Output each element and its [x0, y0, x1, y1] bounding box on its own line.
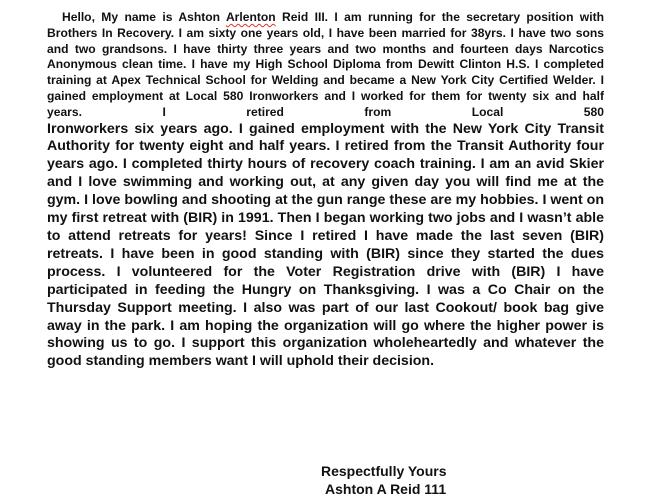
closing-line: Respectfully Yours [321, 463, 447, 479]
intro-before-name: Hello, My name is Ashton [62, 10, 226, 24]
intro-after-name: Reid III. I am running for the secretary position with Brothers In Recovery. I am sixty one years old, I have been married for 38yrs. I have two sons and two grandsons. I have thirty three years and two months and fourteen days Narcotics Anonymous clean time. I have my High School Diploma from Dewitt Clinton H.S. I completed training at Apex Technical School for Welding and became a New York City Certified Welder. I gained employment at Local 580 Ironworkers and I worked for them for twenty six and half years. I retired from Local 580 [47, 10, 604, 119]
signoff-block [321, 462, 447, 498]
letter-body [47, 10, 604, 371]
letter-intro-text [47, 10, 604, 121]
misspelled-name: Arlenton [225, 10, 276, 24]
signature-name: Ashton A Reid 111 [325, 481, 447, 497]
letter-main-text: Ironworkers six years ago. I gained employment with the New York City Transit Authority for twenty eight and half years. I retired from the Transit Authority four years ago. I completed thirty hours of recovery coach training. I am an avid Skier and I love swimming and working out, at any given day you will find me at the gym. I love bowling and shooting at the gun range these are my hobbies. I went on my first retreat with (BIR) in 1991. Then I began working two jobs and I wasn’t able to attend retreats for years! Since I retired I have made the last seven (BIR) retreats. I have been in good standing with (BIR) since they started the dues process. I volunteered for the Voter Registration drive with (BIR) I have participated in feeding the Hungry on Thanksgiving. I was a Co Chair on the Thursday Support meeting. I also was part of our last Cookout/ book bag give away in the park. I am hoping the organization will go where the higher power is showing us to go. I support this organization wholeheartedly and whatever the good standing members want I will uphold their decision. [47, 120, 604, 370]
